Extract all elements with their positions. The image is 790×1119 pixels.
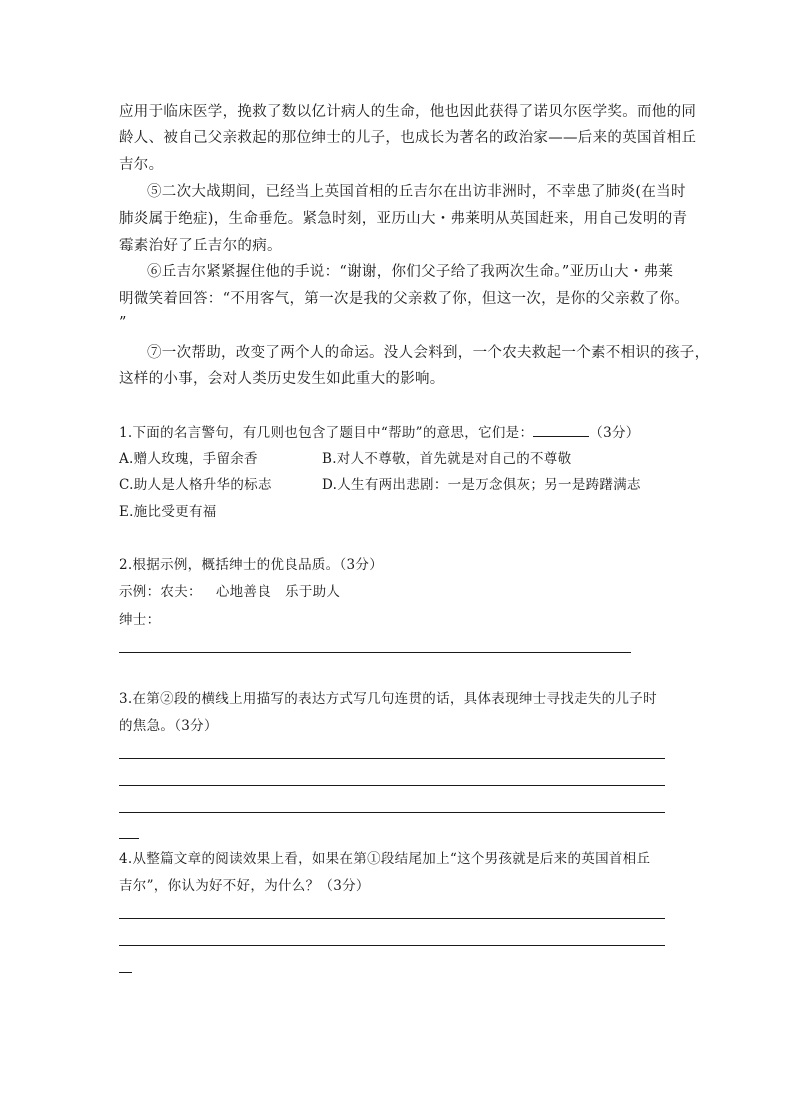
question-1-answer-blank[interactable]: [533, 422, 589, 437]
passage-p6-line3: ”: [119, 315, 127, 331]
question-2-gentleman-label: 绅士：: [119, 612, 161, 628]
question-1-option-e: E.施比受更有福: [119, 504, 217, 520]
question-4-line2: 吉尔”，你认为好不好，为什么？（3分）: [119, 878, 370, 894]
passage-p4-line3: 吉尔。: [119, 157, 164, 173]
passage-p6-line1: ⑥丘吉尔紧紧握住他的手说：“谢谢，你们父子给了我两次生命。”亚历山大・弗莱: [147, 264, 674, 280]
passage-p5-line2: 肺炎属于绝症)，生命垂危。紧急时刻，亚历山大・弗莱明从英国赶来，用自己发明的青: [119, 211, 688, 227]
question-2-example: [119, 582, 340, 602]
question-3-answer-line-3[interactable]: [119, 812, 665, 813]
question-3-answer-line-1[interactable]: [119, 758, 665, 759]
question-2-example-item-1: 心地善良: [215, 584, 272, 600]
question-1-options-row1: [119, 449, 258, 469]
question-1-text: 1.下面的名言警句，有几则也包含了题目中“帮助”的意思，它们是：: [119, 425, 534, 441]
passage-p4-line1: 应用于临床医学，挽救了数以亿计病人的生命，他也因此获得了诺贝尔医学奖。而他的同: [119, 104, 697, 120]
question-1-option-a: A.赠人玫瑰，手留余香: [119, 451, 258, 467]
question-3-answer-line-end[interactable]: [119, 838, 139, 839]
question-1-option-c: C.助人是人格升华的标志: [119, 477, 272, 493]
question-2-example-label: 示例：农夫：: [119, 584, 202, 600]
question-4-answer-line-2[interactable]: [119, 945, 665, 946]
question-2-answer-line[interactable]: [119, 652, 631, 653]
passage-p5-line3: 霉素治好了丘吉尔的病。: [119, 238, 282, 254]
question-4-line1: 4.从整篇文章的阅读效果上看，如果在第①段结尾加上“这个男孩就是后来的英国首相丘: [119, 851, 651, 867]
question-4-answer-line-end[interactable]: [119, 972, 132, 973]
passage-p4-line2: 龄人、被自己父亲救起的那位绅士的儿子，也成长为著名的政治家——后来的英国首相丘: [119, 130, 697, 146]
question-4-answer-line-1[interactable]: [119, 918, 665, 919]
question-3-line2: 的焦急。（3分）: [119, 718, 218, 734]
question-1-prompt: [119, 422, 640, 443]
question-1-score: （3分）: [589, 425, 640, 441]
question-1-option-d: D.人生有两出悲剧：一是万念俱灰；另一是踌躇满志: [322, 477, 641, 493]
question-2-prompt: 2.根据示例，概括绅士的优良品质。（3分）: [119, 557, 384, 573]
passage-p7-line2: 这样的小事，会对人类历史发生如此重大的影响。: [119, 371, 445, 387]
passage-p6-line2: 明微笑着回答：“不用客气，第一次是我的父亲救了你，但这一次，是你的父亲救了你。: [119, 291, 690, 307]
passage-p7-line1: ⑦一次帮助，改变了两个人的命运。没人会料到，一个农夫救起一个素不相识的孩子，: [147, 345, 710, 361]
question-3-answer-line-2[interactable]: [119, 785, 665, 786]
question-2-example-item-2: 乐于助人: [285, 584, 341, 600]
question-1-option-b: B.对人不尊敬，首先就是对自己的不尊敬: [322, 451, 572, 467]
question-3-line1: 3.在第②段的横线上用描写的表达方式写几句连贯的话，具体表现绅士寻找走失的儿子时: [119, 691, 657, 707]
passage-p5-line1: ⑤二次大战期间，已经当上英国首相的丘吉尔在出访非洲时，不幸患了肺炎(在当时: [147, 184, 686, 200]
